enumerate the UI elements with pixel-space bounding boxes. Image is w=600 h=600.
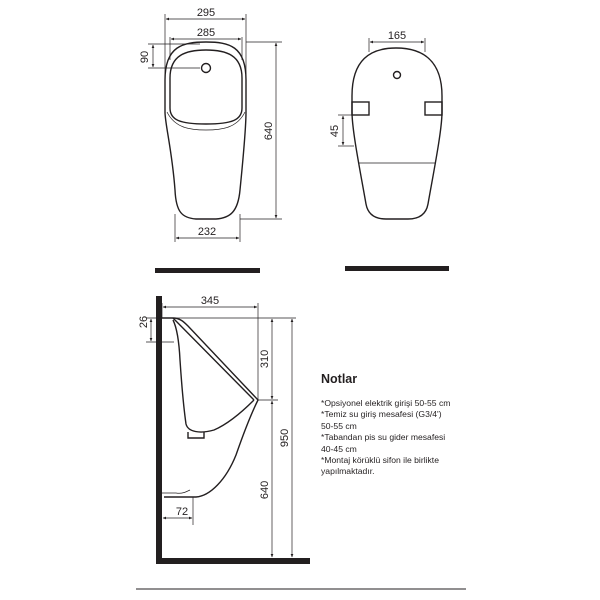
- dim-345-label: 345: [200, 295, 220, 307]
- back-view-inlet-hole: [394, 72, 401, 79]
- dim-45-label: 45: [329, 124, 341, 138]
- front-view-inlet-hole: [202, 64, 211, 73]
- back-view-bracket-left: [352, 102, 369, 115]
- side-view-base-line: [162, 490, 190, 493]
- dim-310-label: 310: [259, 349, 271, 369]
- dim-950-label: 950: [279, 428, 291, 448]
- side-view-rim: [173, 318, 254, 400]
- front-view-bowl: [170, 50, 242, 124]
- dim-26-label: 26: [138, 315, 150, 329]
- side-view-body-outline: [162, 318, 258, 497]
- front-view: [139, 7, 282, 273]
- notes-title: Notlar: [321, 372, 358, 386]
- notes-line: *Tabandan pis su gider mesafesi: [321, 432, 446, 443]
- notes-line: *Montaj körüklü sifon ile birlikte: [321, 455, 439, 466]
- dim-640-side-label: 640: [259, 480, 271, 500]
- dim-295-label: 295: [196, 7, 216, 19]
- dim-165-label: 165: [387, 30, 407, 42]
- notes-line: *Opsiyonel elektrik girişi 50-55 cm: [321, 398, 451, 408]
- back-view-floor-bar: [345, 266, 449, 271]
- dim-285-label: 285: [196, 27, 216, 39]
- notes-line: 50-55 cm: [321, 420, 357, 431]
- side-view-drain: [188, 432, 204, 438]
- notes-line: *Temiz su giriş mesafesi (G3/4'): [321, 409, 442, 420]
- side-view-floor: [156, 558, 310, 564]
- dim-90-label: 90: [139, 50, 151, 64]
- notes-line: yapılmaktadır.: [321, 466, 375, 477]
- front-view-floor-bar: [155, 268, 260, 273]
- back-view: [329, 30, 449, 271]
- side-view-wall: [156, 296, 162, 564]
- notes-line: 40-45 cm: [321, 443, 357, 454]
- dim-232-label: 232: [197, 226, 217, 238]
- front-view-body-outline: [165, 42, 246, 219]
- back-view-body-outline: [352, 48, 442, 219]
- dim-640-label: 640: [263, 121, 275, 141]
- side-view: [138, 295, 310, 564]
- notes-panel: [321, 372, 501, 478]
- dim-72-label: 72: [175, 506, 189, 518]
- back-view-bracket-right: [425, 102, 442, 115]
- side-view-bowl: [173, 320, 254, 432]
